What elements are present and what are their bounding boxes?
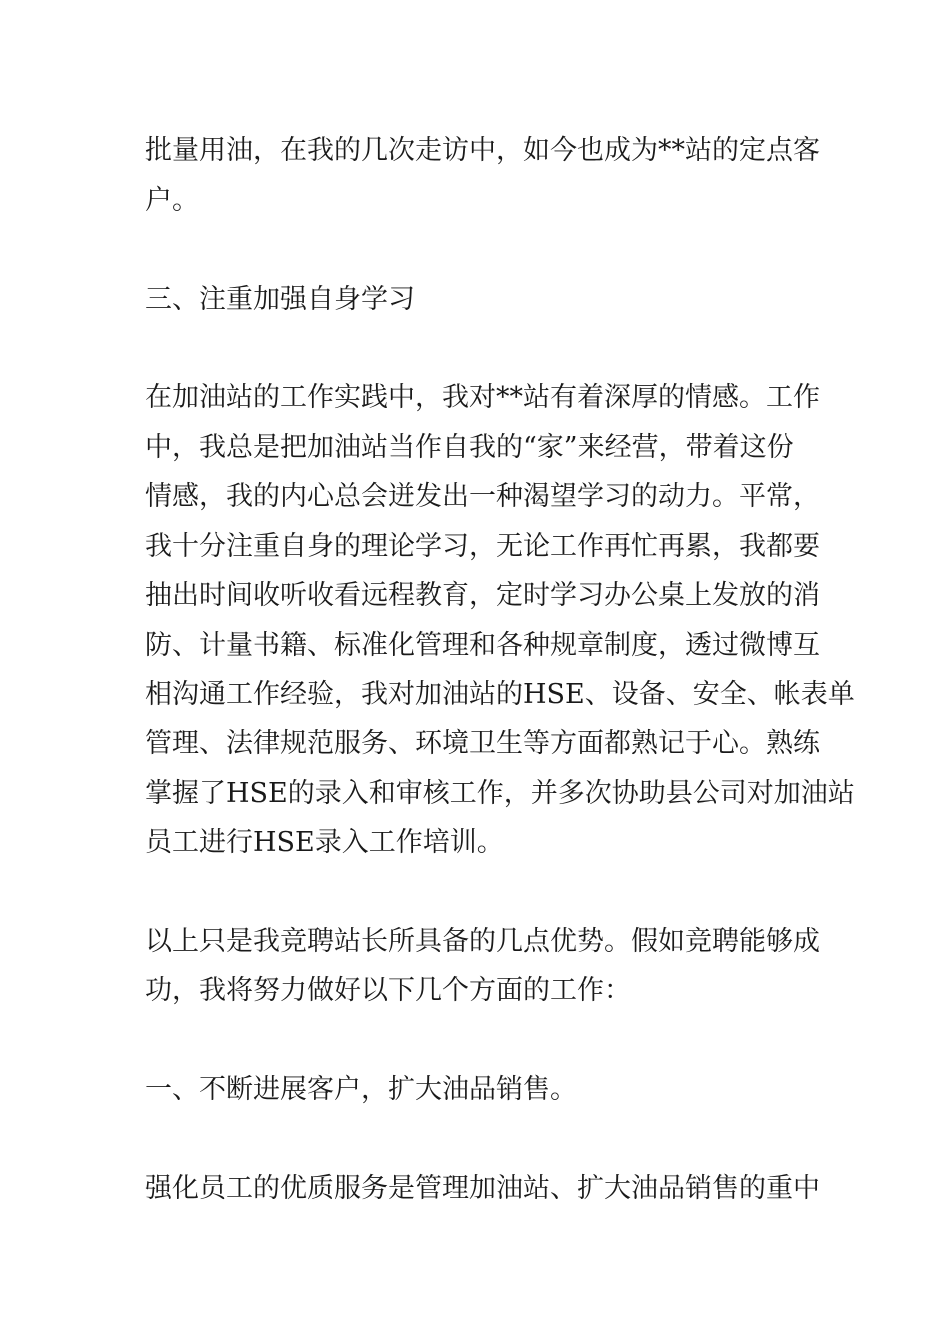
paragraph-line: 功，我将努力做好以下几个方面的工作：	[145, 975, 631, 1006]
paragraph-line: 情感，我的内心总会迸发出一种渴望学习的动力。平常，	[145, 481, 820, 512]
section-heading: 三、注重加强自身学习	[145, 284, 415, 315]
paragraph-line: 管理、法律规范服务、环境卫生等方面都熟记于心。熟练	[145, 728, 820, 759]
paragraph-line: 在加油站的工作实践中，我对**站有着深厚的情感。工作	[145, 382, 820, 413]
paragraph-line: 相沟通工作经验，我对加油站的HSE、设备、安全、帐表单	[145, 679, 855, 710]
paragraph-line: 员工进行HSE录入工作培训。	[145, 827, 504, 858]
section-heading: 一、不断进展客户，扩大油品销售。	[145, 1074, 577, 1105]
paragraph-line: 以上只是我竞聘站长所具备的几点优势。假如竞聘能够成	[145, 926, 820, 957]
paragraph-line: 中，我总是把加油站当作自我的“家”来经营，带着这份	[145, 432, 794, 463]
paragraph-line: 抽出时间收听收看远程教育，定时学习办公桌上发放的消	[145, 580, 820, 611]
paragraph-line: 我十分注重自身的理论学习，无论工作再忙再累，我都要	[145, 531, 820, 562]
paragraph-line: 掌握了HSE的录入和审核工作，并多次协助县公司对加油站	[145, 778, 855, 809]
paragraph-line: 批量用油，在我的几次走访中，如今也成为**站的定点客	[145, 135, 820, 166]
paragraph-line: 户。	[145, 185, 199, 216]
paragraph-line: 防、计量书籍、标准化管理和各种规章制度，透过微博互	[145, 630, 820, 661]
paragraph-line: 强化员工的优质服务是管理加油站、扩大油品销售的重中	[145, 1173, 820, 1204]
